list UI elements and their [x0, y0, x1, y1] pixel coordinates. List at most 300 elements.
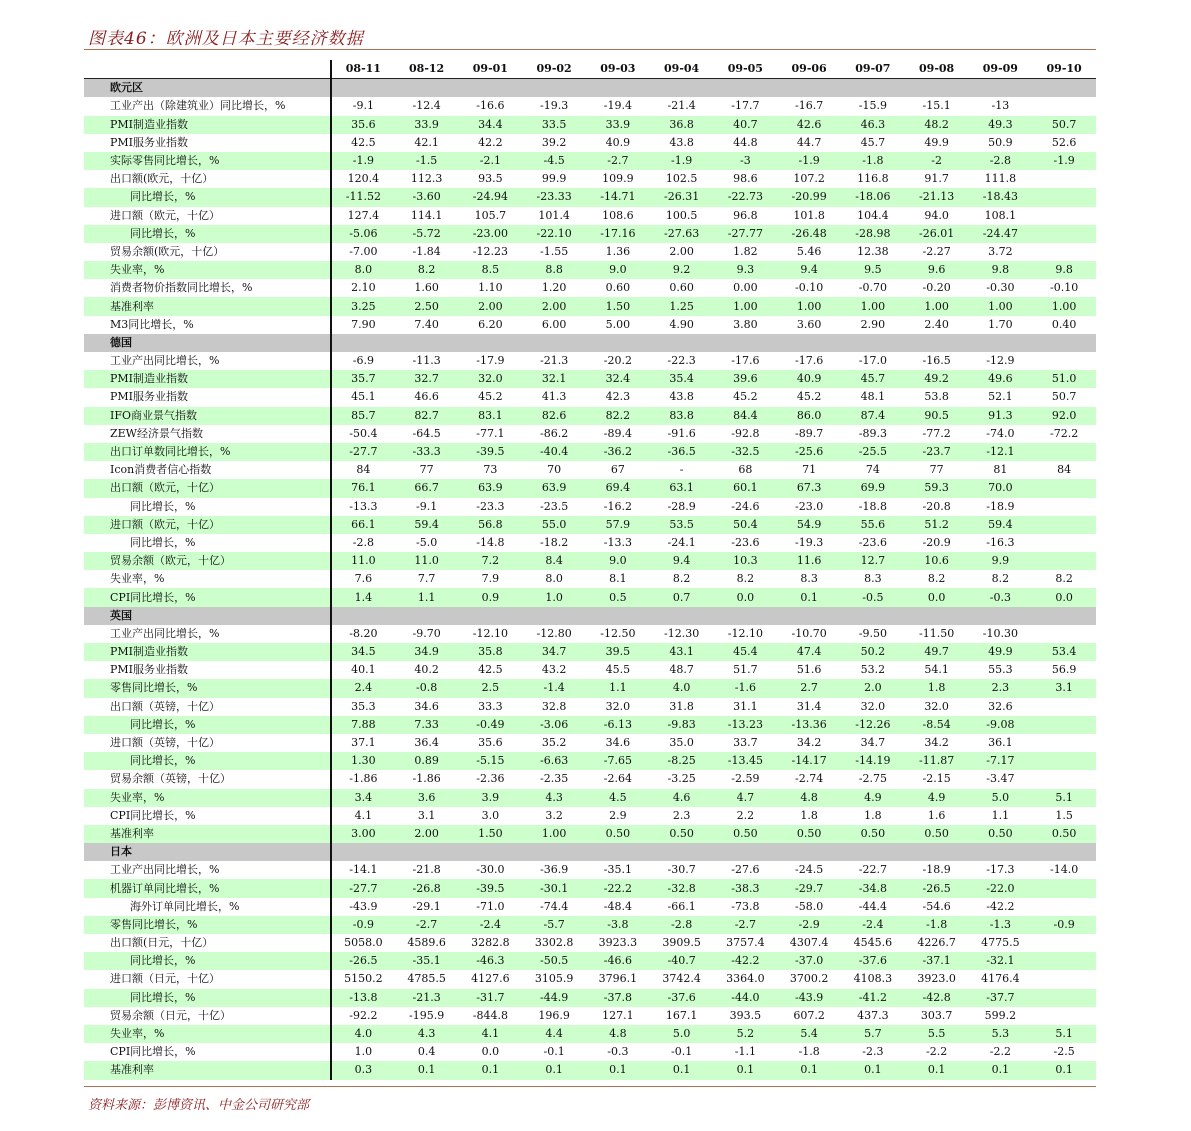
- data-cell: 69.4: [586, 479, 650, 497]
- data-cell: -36.5: [650, 443, 714, 461]
- data-cell: 1.0: [331, 1043, 395, 1061]
- data-cell: 607.2: [777, 1007, 841, 1025]
- data-cell: -37.7: [969, 989, 1033, 1007]
- data-cell: 77: [905, 461, 969, 479]
- data-cell: -14.17: [777, 752, 841, 770]
- data-cell: 6.20: [459, 316, 523, 334]
- section-label: 日本: [84, 843, 331, 861]
- data-cell: -2.3: [841, 1043, 905, 1061]
- row-label: ZEW经济景气指数: [84, 425, 331, 443]
- row-label: PMI制造业指数: [84, 643, 331, 661]
- data-cell: [1032, 498, 1096, 516]
- data-cell: 34.5: [331, 643, 395, 661]
- data-cell: -12.50: [586, 625, 650, 643]
- data-cell: -23.0: [777, 498, 841, 516]
- data-cell: -12.10: [459, 625, 523, 643]
- data-cell: 85.7: [331, 407, 395, 425]
- section-empty-cell: [841, 843, 905, 861]
- data-cell: -27.6: [714, 861, 778, 879]
- data-cell: -37.1: [905, 952, 969, 970]
- data-cell: 8.2: [905, 570, 969, 588]
- data-cell: 9.2: [650, 261, 714, 279]
- section-empty-cell: [650, 843, 714, 861]
- section-empty-cell: [1032, 334, 1096, 352]
- data-cell: -23.5: [522, 498, 586, 516]
- data-cell: 3.80: [714, 316, 778, 334]
- section-empty-cell: [650, 607, 714, 625]
- data-cell: 1.10: [459, 279, 523, 297]
- data-cell: -14.8: [459, 534, 523, 552]
- section-empty-cell: [841, 607, 905, 625]
- data-cell: 1.00: [969, 297, 1033, 315]
- data-cell: 52.1: [969, 388, 1033, 406]
- data-cell: 63.9: [459, 479, 523, 497]
- data-cell: 60.1: [714, 479, 778, 497]
- data-cell: -25.6: [777, 443, 841, 461]
- data-cell: 44.8: [714, 134, 778, 152]
- data-cell: 9.3: [714, 261, 778, 279]
- row-label: 零售同比增长，%: [84, 679, 331, 697]
- data-cell: -23.6: [841, 534, 905, 552]
- data-cell: 1.0: [522, 588, 586, 606]
- data-cell: 35.2: [522, 734, 586, 752]
- data-cell: -17.6: [714, 352, 778, 370]
- table-row: [84, 170, 1096, 188]
- data-cell: 1.00: [841, 297, 905, 315]
- data-cell: [1032, 552, 1096, 570]
- data-cell: 9.0: [586, 552, 650, 570]
- data-cell: 3757.4: [714, 934, 778, 952]
- table-row: [84, 116, 1096, 134]
- data-cell: 0.50: [714, 825, 778, 843]
- data-cell: -2.35: [522, 770, 586, 788]
- data-cell: 33.5: [522, 116, 586, 134]
- data-cell: -23.6: [714, 534, 778, 552]
- data-cell: -0.9: [1032, 916, 1096, 934]
- data-cell: 42.5: [459, 661, 523, 679]
- data-cell: -19.4: [586, 97, 650, 115]
- data-cell: -2.8: [331, 534, 395, 552]
- data-cell: 46.3: [841, 116, 905, 134]
- data-cell: -22.2: [586, 879, 650, 897]
- data-cell: -10.70: [777, 625, 841, 643]
- data-cell: 47.4: [777, 643, 841, 661]
- data-cell: -3.60: [395, 188, 459, 206]
- data-cell: 3105.9: [522, 970, 586, 988]
- data-cell: 109.9: [586, 170, 650, 188]
- row-label: PMI服务业指数: [84, 134, 331, 152]
- row-label: 同比增长，%: [84, 498, 331, 516]
- data-cell: 0.60: [586, 279, 650, 297]
- data-cell: 77: [395, 461, 459, 479]
- data-cell: 1.50: [459, 825, 523, 843]
- data-cell: -1.86: [395, 770, 459, 788]
- data-cell: 0.1: [714, 1061, 778, 1079]
- data-cell: 70: [522, 461, 586, 479]
- data-cell: -13.23: [714, 716, 778, 734]
- data-cell: 32.0: [459, 370, 523, 388]
- data-cell: -7.65: [586, 752, 650, 770]
- data-cell: -16.3: [969, 534, 1033, 552]
- data-cell: -37.6: [841, 952, 905, 970]
- data-cell: [1032, 625, 1096, 643]
- data-cell: -16.2: [586, 498, 650, 516]
- data-cell: 0.1: [905, 1061, 969, 1079]
- section-empty-cell: [969, 334, 1033, 352]
- data-cell: -10.30: [969, 625, 1033, 643]
- data-cell: -13.3: [331, 498, 395, 516]
- data-cell: -27.7: [331, 443, 395, 461]
- section-empty-cell: [969, 843, 1033, 861]
- data-cell: 49.9: [905, 134, 969, 152]
- data-cell: 7.6: [331, 570, 395, 588]
- data-cell: -37.6: [650, 989, 714, 1007]
- data-cell: -2.7: [586, 152, 650, 170]
- data-cell: 2.00: [650, 243, 714, 261]
- section-empty-cell: [777, 334, 841, 352]
- data-cell: 33.3: [459, 698, 523, 716]
- data-cell: 116.8: [841, 170, 905, 188]
- data-cell: 8.2: [395, 261, 459, 279]
- data-cell: 59.4: [969, 516, 1033, 534]
- data-cell: -26.31: [650, 188, 714, 206]
- row-label: 同比增长，%: [84, 716, 331, 734]
- data-cell: -42.2: [714, 952, 778, 970]
- data-cell: 81: [969, 461, 1033, 479]
- data-cell: 34.6: [395, 698, 459, 716]
- table-row: [84, 552, 1096, 570]
- data-cell: [1032, 479, 1096, 497]
- column-header: 09-10: [1032, 60, 1096, 79]
- table-row: [84, 570, 1096, 588]
- section-empty-cell: [969, 607, 1033, 625]
- data-cell: -13.3: [586, 534, 650, 552]
- data-cell: -27.7: [331, 879, 395, 897]
- data-cell: -19.3: [777, 534, 841, 552]
- data-cell: [1032, 97, 1096, 115]
- section-empty-cell: [841, 334, 905, 352]
- data-cell: 3302.8: [522, 934, 586, 952]
- data-cell: 9.5: [841, 261, 905, 279]
- data-cell: -20.2: [586, 352, 650, 370]
- data-cell: 31.8: [650, 698, 714, 716]
- data-cell: -77.2: [905, 425, 969, 443]
- table-row: [84, 1061, 1096, 1079]
- data-cell: 8.5: [459, 261, 523, 279]
- data-cell: -1.4: [522, 679, 586, 697]
- data-cell: 2.5: [459, 679, 523, 697]
- data-cell: 5.1: [1032, 1025, 1096, 1043]
- row-label: 工业产出同比增长，%: [84, 861, 331, 879]
- data-cell: 40.1: [331, 661, 395, 679]
- row-label: Icon消费者信心指数: [84, 461, 331, 479]
- section-header-row: [84, 607, 1096, 625]
- data-cell: [1032, 752, 1096, 770]
- row-label: PMI制造业指数: [84, 116, 331, 134]
- data-cell: 71: [777, 461, 841, 479]
- data-cell: 44.7: [777, 134, 841, 152]
- section-empty-cell: [395, 607, 459, 625]
- column-header: 09-02: [522, 60, 586, 79]
- data-cell: -2.2: [969, 1043, 1033, 1061]
- section-empty-cell: [586, 334, 650, 352]
- data-cell: -50.5: [522, 952, 586, 970]
- column-header: 09-01: [459, 60, 523, 79]
- data-cell: 42.5: [331, 134, 395, 152]
- section-empty-cell: [586, 607, 650, 625]
- table-row: [84, 789, 1096, 807]
- data-cell: -13.45: [714, 752, 778, 770]
- table-row: [84, 643, 1096, 661]
- section-empty-cell: [969, 79, 1033, 98]
- row-label: 工业产出（除建筑业）同比增长，%: [84, 97, 331, 115]
- data-cell: 1.8: [905, 679, 969, 697]
- data-cell: 1.1: [395, 588, 459, 606]
- data-cell: -86.2: [522, 425, 586, 443]
- data-cell: [1032, 770, 1096, 788]
- data-cell: -17.3: [969, 861, 1033, 879]
- row-label: 同比增长，%: [84, 752, 331, 770]
- data-cell: 35.6: [459, 734, 523, 752]
- data-cell: 4.8: [586, 1025, 650, 1043]
- data-cell: 93.5: [459, 170, 523, 188]
- data-cell: 8.4: [522, 552, 586, 570]
- data-cell: 0.4: [395, 1043, 459, 1061]
- data-cell: -15.1: [905, 97, 969, 115]
- data-cell: -72.2: [1032, 425, 1096, 443]
- section-empty-cell: [650, 79, 714, 98]
- column-header: 09-07: [841, 60, 905, 79]
- section-empty-cell: [395, 79, 459, 98]
- data-cell: -1.8: [841, 152, 905, 170]
- data-cell: -5.06: [331, 225, 395, 243]
- table-row: [84, 443, 1096, 461]
- data-cell: 53.2: [841, 661, 905, 679]
- table-row: [84, 1007, 1096, 1025]
- data-cell: -1.55: [522, 243, 586, 261]
- data-cell: -74.0: [969, 425, 1033, 443]
- data-cell: 5.2: [714, 1025, 778, 1043]
- data-cell: -24.47: [969, 225, 1033, 243]
- data-cell: -54.6: [905, 898, 969, 916]
- section-empty-cell: [841, 79, 905, 98]
- data-cell: [1032, 952, 1096, 970]
- data-cell: -9.83: [650, 716, 714, 734]
- data-cell: 9.6: [905, 261, 969, 279]
- data-cell: -66.1: [650, 898, 714, 916]
- data-cell: -3: [714, 152, 778, 170]
- data-cell: -1.9: [650, 152, 714, 170]
- row-label: PMI制造业指数: [84, 370, 331, 388]
- data-cell: 0.50: [650, 825, 714, 843]
- data-cell: 43.2: [522, 661, 586, 679]
- data-cell: 8.2: [714, 570, 778, 588]
- data-cell: 68: [714, 461, 778, 479]
- data-cell: 3.1: [1032, 679, 1096, 697]
- data-cell: 1.36: [586, 243, 650, 261]
- data-cell: 5.7: [841, 1025, 905, 1043]
- data-cell: 2.90: [841, 316, 905, 334]
- data-cell: 32.8: [522, 698, 586, 716]
- row-label: 出口额（欧元，十亿）: [84, 479, 331, 497]
- data-cell: -26.5: [905, 879, 969, 897]
- data-cell: 3.0: [459, 807, 523, 825]
- data-cell: -26.8: [395, 879, 459, 897]
- data-cell: 2.7: [777, 679, 841, 697]
- data-cell: 98.6: [714, 170, 778, 188]
- data-cell: -43.9: [331, 898, 395, 916]
- data-cell: 39.6: [714, 370, 778, 388]
- table-row: [84, 588, 1096, 606]
- data-cell: 84: [1032, 461, 1096, 479]
- column-header: 09-06: [777, 60, 841, 79]
- data-cell: -36.2: [586, 443, 650, 461]
- data-cell: 35.8: [459, 643, 523, 661]
- data-cell: 4176.4: [969, 970, 1033, 988]
- data-cell: 56.8: [459, 516, 523, 534]
- section-empty-cell: [905, 843, 969, 861]
- data-cell: -2.74: [777, 770, 841, 788]
- data-cell: -16.6: [459, 97, 523, 115]
- data-cell: 12.38: [841, 243, 905, 261]
- table-row: [84, 370, 1096, 388]
- data-cell: -40.7: [650, 952, 714, 970]
- data-cell: -0.70: [841, 279, 905, 297]
- data-cell: -0.1: [522, 1043, 586, 1061]
- data-cell: 55.3: [969, 661, 1033, 679]
- data-cell: -5.72: [395, 225, 459, 243]
- table-row: [84, 734, 1096, 752]
- data-cell: 11.0: [331, 552, 395, 570]
- data-cell: 8.2: [650, 570, 714, 588]
- data-cell: 34.4: [459, 116, 523, 134]
- economic-data-table: [84, 60, 1096, 1080]
- data-cell: 42.2: [459, 134, 523, 152]
- row-label: 贸易余额（英镑，十亿）: [84, 770, 331, 788]
- data-cell: -44.9: [522, 989, 586, 1007]
- data-cell: 45.2: [777, 388, 841, 406]
- data-cell: 43.8: [650, 388, 714, 406]
- data-cell: 42.1: [395, 134, 459, 152]
- data-cell: 4.3: [522, 789, 586, 807]
- data-cell: 86.0: [777, 407, 841, 425]
- data-cell: -2.15: [905, 770, 969, 788]
- data-cell: 1.1: [969, 807, 1033, 825]
- data-cell: 54.9: [777, 516, 841, 534]
- data-cell: -26.5: [331, 952, 395, 970]
- row-label: 失业率，%: [84, 261, 331, 279]
- data-cell: -20.8: [905, 498, 969, 516]
- data-cell: 35.6: [331, 116, 395, 134]
- data-cell: 2.00: [395, 825, 459, 843]
- data-cell: -21.13: [905, 188, 969, 206]
- data-cell: -0.20: [905, 279, 969, 297]
- data-cell: 1.8: [841, 807, 905, 825]
- table-row: [84, 679, 1096, 697]
- data-cell: 11.0: [395, 552, 459, 570]
- data-cell: [1032, 243, 1096, 261]
- data-cell: -9.08: [969, 716, 1033, 734]
- row-label: 贸易余额（日元，十亿）: [84, 1007, 331, 1025]
- data-cell: -195.9: [395, 1007, 459, 1025]
- data-cell: 4.4: [522, 1025, 586, 1043]
- data-cell: 1.30: [331, 752, 395, 770]
- row-label: 同比增长，%: [84, 989, 331, 1007]
- table-row: [84, 316, 1096, 334]
- data-cell: -0.10: [1032, 279, 1096, 297]
- data-cell: 1.60: [395, 279, 459, 297]
- data-cell: 33.7: [714, 734, 778, 752]
- row-label: 实际零售同比增长，%: [84, 152, 331, 170]
- row-label: 失业率，%: [84, 1025, 331, 1043]
- data-cell: -20.9: [905, 534, 969, 552]
- row-label: 进口额（英镑，十亿）: [84, 734, 331, 752]
- section-empty-cell: [459, 334, 523, 352]
- data-cell: 42.3: [586, 388, 650, 406]
- data-cell: 53.4: [1032, 643, 1096, 661]
- section-empty-cell: [459, 79, 523, 98]
- data-cell: -0.49: [459, 716, 523, 734]
- data-cell: -6.13: [586, 716, 650, 734]
- data-cell: 393.5: [714, 1007, 778, 1025]
- table-row: [84, 297, 1096, 315]
- data-cell: 0.1: [586, 1061, 650, 1079]
- data-cell: -89.4: [586, 425, 650, 443]
- data-cell: 45.4: [714, 643, 778, 661]
- data-cell: -: [650, 461, 714, 479]
- data-cell: -2.1: [459, 152, 523, 170]
- data-cell: -74.4: [522, 898, 586, 916]
- data-cell: 3796.1: [586, 970, 650, 988]
- data-cell: 2.3: [969, 679, 1033, 697]
- data-cell: 7.2: [459, 552, 523, 570]
- data-cell: -30.0: [459, 861, 523, 879]
- section-empty-cell: [331, 607, 395, 625]
- data-cell: 8.1: [586, 570, 650, 588]
- data-cell: 4.90: [650, 316, 714, 334]
- data-cell: 45.1: [331, 388, 395, 406]
- table-row: [84, 916, 1096, 934]
- data-cell: 2.3: [650, 807, 714, 825]
- data-cell: 8.0: [522, 570, 586, 588]
- data-cell: -46.6: [586, 952, 650, 970]
- data-cell: -3.47: [969, 770, 1033, 788]
- data-cell: -18.2: [522, 534, 586, 552]
- data-cell: 34.7: [522, 643, 586, 661]
- data-cell: 35.4: [650, 370, 714, 388]
- data-cell: 5.0: [650, 1025, 714, 1043]
- row-label: 消费者物价指数同比增长，%: [84, 279, 331, 297]
- data-cell: -6.9: [331, 352, 395, 370]
- data-cell: 34.2: [905, 734, 969, 752]
- data-cell: 40.9: [777, 370, 841, 388]
- data-cell: 0.1: [650, 1061, 714, 1079]
- data-cell: 63.9: [522, 479, 586, 497]
- data-cell: 2.0: [841, 679, 905, 697]
- data-cell: 0.1: [1032, 1061, 1096, 1079]
- data-cell: 9.8: [1032, 261, 1096, 279]
- bottom-rule: [84, 1086, 1096, 1087]
- table-row: [84, 407, 1096, 425]
- table-row: [84, 1043, 1096, 1061]
- data-cell: -8.25: [650, 752, 714, 770]
- data-cell: [1032, 352, 1096, 370]
- data-cell: 8.2: [969, 570, 1033, 588]
- data-cell: -35.1: [395, 952, 459, 970]
- data-cell: -1.5: [395, 152, 459, 170]
- data-cell: -2.59: [714, 770, 778, 788]
- section-empty-cell: [522, 843, 586, 861]
